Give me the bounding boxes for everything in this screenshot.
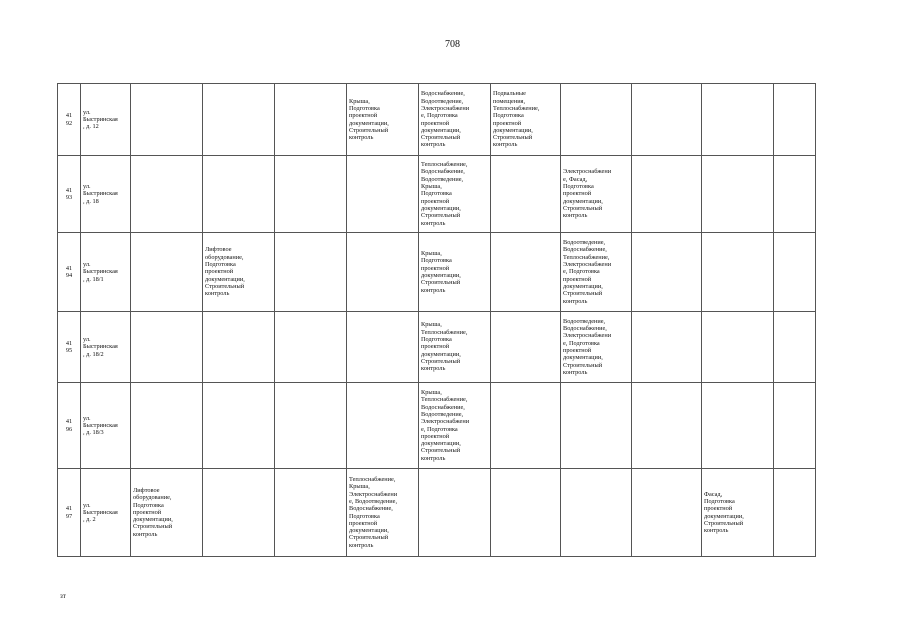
work-cell-c6 — [491, 233, 561, 312]
row-number: 41 92 — [58, 84, 81, 156]
work-cell-c5: Крыша, Теплоснабжение, Водоснабжение, Водоотведение, Электроснабжени е, Подготовка проектной документации, Строительный контроль — [419, 383, 491, 469]
work-cell-c1: Лифтовое оборудование, Подготовка проектной документации, Строительный контроль — [131, 469, 203, 557]
work-cell-c4: Крыша, Подготовка проектной документации, Строительный контроль — [347, 84, 419, 156]
table-body — [58, 84, 816, 557]
table-row — [58, 383, 816, 469]
address-cell: ул. Быстринская , д. 18 — [81, 156, 131, 233]
work-cell-c8 — [632, 156, 702, 233]
work-cell-c3 — [275, 84, 347, 156]
work-cell-c5: Крыша, Теплоснабжение, Подготовка проектной документации, Строительный контроль — [419, 312, 491, 383]
table-row — [58, 84, 816, 156]
work-cell-c5: Крыша, Подготовка проектной документации, Строительный контроль — [419, 233, 491, 312]
work-cell-c1 — [131, 383, 203, 469]
work-cell-c1 — [131, 312, 203, 383]
work-cell-c10 — [774, 84, 816, 156]
work-cell-c9 — [702, 312, 774, 383]
address-cell: ул. Быстринская , д. 18/3 — [81, 383, 131, 469]
address-cell: ул. Быстринская , д. 12 — [81, 84, 131, 156]
work-cell-c8 — [632, 469, 702, 557]
work-cell-c4 — [347, 233, 419, 312]
work-cell-c7 — [561, 84, 632, 156]
work-cell-c9 — [702, 84, 774, 156]
work-cell-c9 — [702, 383, 774, 469]
work-cell-c7: Водоотведение, Водоснабжение, Электроснабжени е, Подготовка проектной документации, Строительный контроль — [561, 312, 632, 383]
work-cell-c10 — [774, 156, 816, 233]
work-cell-c3 — [275, 312, 347, 383]
work-cell-c6 — [491, 383, 561, 469]
row-number: 41 96 — [58, 383, 81, 469]
address-cell: ул. Быстринская , д. 2 — [81, 469, 131, 557]
work-cell-c3 — [275, 383, 347, 469]
work-cell-c10 — [774, 312, 816, 383]
work-cell-c8 — [632, 84, 702, 156]
work-cell-c10 — [774, 469, 816, 557]
work-cell-c10 — [774, 233, 816, 312]
work-cell-c2 — [203, 383, 275, 469]
work-cell-c2 — [203, 156, 275, 233]
work-cell-c5: Водоснабжение, Водоотведение, Электроснабжени е, Подготовка проектной документации, Строительный контроль — [419, 84, 491, 156]
work-cell-c2 — [203, 469, 275, 557]
work-cell-c7 — [561, 383, 632, 469]
work-cell-c2 — [203, 84, 275, 156]
work-cell-c8 — [632, 383, 702, 469]
work-cell-c6 — [491, 312, 561, 383]
table-row — [58, 233, 816, 312]
work-cell-c3 — [275, 233, 347, 312]
page-number: 708 — [445, 39, 460, 50]
work-cell-c2 — [203, 312, 275, 383]
work-cell-c5: Теплоснабжение, Водоснабжение, Водоотведение, Крыша, Подготовка проектной документации, Строительный контроль — [419, 156, 491, 233]
work-cell-c10 — [774, 383, 816, 469]
work-cell-c4 — [347, 383, 419, 469]
work-cell-c2: Лифтовое оборудование, Подготовка проектной документации, Строительный контроль — [203, 233, 275, 312]
table-row — [58, 469, 816, 557]
work-cell-c1 — [131, 84, 203, 156]
work-cell-c3 — [275, 156, 347, 233]
work-cell-c3 — [275, 469, 347, 557]
work-cell-c4 — [347, 312, 419, 383]
work-cell-c1 — [131, 233, 203, 312]
work-cell-c9 — [702, 156, 774, 233]
work-cell-c6: Подвальные помещения, Теплоснабжение, Подготовка проектной документации, Строительный контроль — [491, 84, 561, 156]
work-cell-c4: Теплоснабжение, Крыша, Электроснабжени е, Водоотведение, Водоснабжение, Подготовка проектной документации, Строительный контроль — [347, 469, 419, 557]
schedule-table — [57, 83, 816, 557]
address-cell: ул. Быстринская , д. 18/2 — [81, 312, 131, 383]
work-cell-c7: Водоотведение, Водоснабжение, Теплоснабжение, Электроснабжени е, Подготовка проектной документации, Строительный контроль — [561, 233, 632, 312]
work-cell-c1 — [131, 156, 203, 233]
work-cell-c9 — [702, 233, 774, 312]
work-cell-c7: Электроснабжени е, Фасад, Подготовка проектной документации, Строительный контроль — [561, 156, 632, 233]
work-cell-c8 — [632, 233, 702, 312]
work-cell-c6 — [491, 469, 561, 557]
work-cell-c6 — [491, 156, 561, 233]
table-row — [58, 312, 816, 383]
work-cell-c8 — [632, 312, 702, 383]
table-row — [58, 156, 816, 233]
work-cell-c9: Фасад, Подготовка проектной документации, Строительный контроль — [702, 469, 774, 557]
row-number: 41 93 — [58, 156, 81, 233]
row-number: 41 94 — [58, 233, 81, 312]
work-cell-c4 — [347, 156, 419, 233]
work-cell-c7 — [561, 469, 632, 557]
row-number: 41 95 — [58, 312, 81, 383]
address-cell: ул. Быстринская , д. 18/1 — [81, 233, 131, 312]
work-cell-c5 — [419, 469, 491, 557]
row-number: 41 97 — [58, 469, 81, 557]
footer-note: зт — [60, 592, 66, 600]
